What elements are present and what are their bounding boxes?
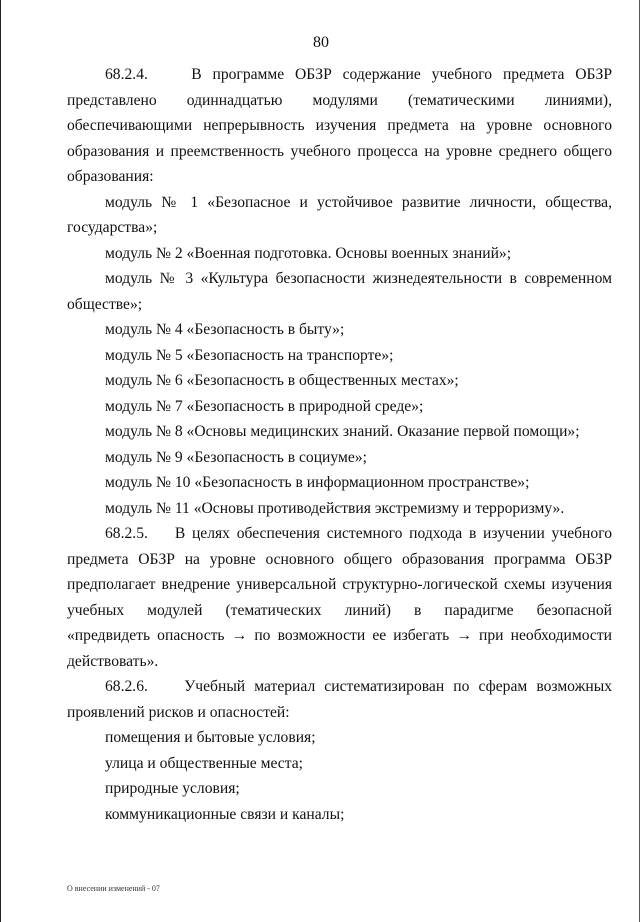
text-line: обществе»; [67,295,143,313]
text-line: модуль № 11 «Основы противодействия экстремизму и терроризму». [105,499,565,517]
page-footer: О внесении изменений - 07 [67,884,160,893]
text-line: 68.2.4. В программе ОБЗР содержание учебного предмета ОБЗР [105,66,612,83]
text-line: проявлений рисков и опасностей: [67,703,290,721]
text-line: представлено одиннадцатью модулями (тематическими линиями), [67,91,612,109]
text-line: модуль № 6 «Безопасность в общественных местах»; [105,372,459,389]
text-line: модуль № 5 «Безопасность на транспорте»; [105,346,394,364]
text-line: действовать». [67,652,159,670]
page-number: 80 [313,34,329,51]
text-line: образования: [67,168,154,185]
text-line: модуль № 8 «Основы медицинских знаний. Оказание первой помощи»; [105,423,580,440]
text-line: предмета ОБЗР на уровне основного общего образования программа ОБЗР [67,550,612,568]
text-line: модуль № 9 «Безопасность в социуме»; [105,448,367,466]
document-body [67,62,612,827]
text-line: модуль № 10 «Безопасность в информационном пространстве»; [105,474,530,491]
text-line: коммуникационные связи и каналы; [105,805,345,823]
text-line: модуль № 7 «Безопасность в природной среде»; [105,397,424,415]
text-line: модуль № 4 «Безопасность в быту»; [105,321,345,338]
text-line: 68.2.6. Учебный материал систематизирован по сферам возможных [105,678,612,695]
text-line: модуль № 3 «Культура безопасности жизнедеятельности в современном [105,270,612,287]
text-line: модуль № 1 «Безопасное и устойчивое развитие личности, общества, [105,193,612,211]
text-line: природные условия; [105,780,240,797]
text-line: помещения и бытовые условия; [105,729,316,746]
text-line: «предвидеть опасность → по возможности ее избегать → при необходимости [67,627,612,644]
text-line: модуль № 2 «Военная подготовка. Основы военных знаний»; [105,244,512,262]
text-line: обеспечивающими непрерывность изучения предмета на уровне основного [67,117,612,134]
text-line: учебных модулей (тематических линий) в парадигме безопасной [67,601,612,619]
text-line: государства»; [67,219,158,236]
text-line: улица и общественные места; [105,754,303,772]
text-line: предполагает внедрение универсальной структурно-логической схемы изучения [67,576,612,593]
text-line: образования и преемственность учебного процесса на уровне среднего общего [67,142,612,160]
text-line: 68.2.5. В целях обеспечения системного подхода в изучении учебного [105,525,612,542]
